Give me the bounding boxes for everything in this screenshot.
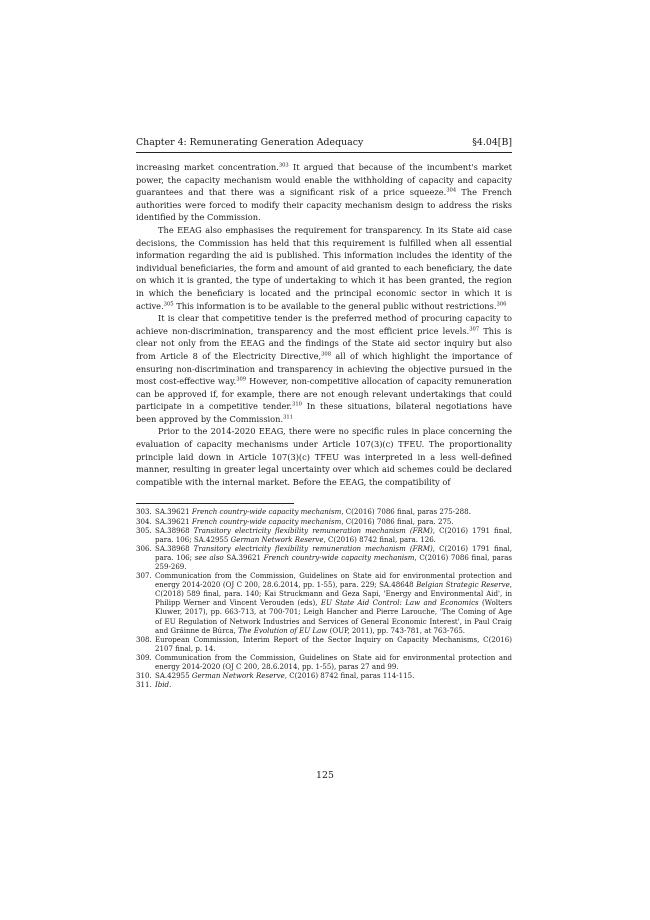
text-run: The EEAG also emphasises the requirement for transparency. In its State aid case decisions, the Commission has held that this requirement is fulfilled when all essential information regarding the aid is published. This information includes the identity of the individual beneficiaries, the form and amount of aid granted to each beneficiary, the date on which it is granted, the type of undertaking to which it has been granted, the region in which the beneficiary is located and the principal economic sector in which it is active. <box>136 224 512 311</box>
page-content <box>136 137 512 689</box>
text-run: , C(2016) 7086 final, paras 275-288. <box>341 507 471 517</box>
page-number: 125 <box>316 770 334 781</box>
footnote-text <box>155 671 512 680</box>
footnote-number: 306. <box>136 543 152 553</box>
text-run: This information is to be available to the general public without restrictions. <box>173 300 497 311</box>
footnote-number: 309. <box>136 652 152 662</box>
italic-text: Transitory electricity flexibility remuneration mechanism (FRM) <box>193 543 433 553</box>
footnote-ref: 311 <box>283 414 293 421</box>
text-run: SA.42955 <box>155 671 192 681</box>
footnote-text <box>155 653 512 671</box>
footnote-text <box>155 635 512 653</box>
footnote-ref: 304 <box>446 187 457 194</box>
paragraph <box>136 312 512 425</box>
text-run: It argued that because of the incumbent's market power, the capacity mechanism would enable the withholding of capacity and capacity guarantees and that there was a significant risk of a price squeeze. <box>136 162 512 198</box>
footnote-text <box>155 571 512 635</box>
text-run: increasing market concentration. <box>136 162 279 172</box>
text-run: Prior to the 2014-2020 EEAG, there were no specific rules in place concerning the evaluation of capacity mechanisms under Article 107(3)(c) TFEU. The proportionality principle laid down in Article 107(3)(c) TFEU was interpreted in a less well-defined manner, resulting in greater legal uncertainty over which aid schemes could be declared compatible with the internal market. Before the EEAG, the compatibility of <box>136 426 512 487</box>
italic-text: EU State Aid Control: Law and Economics <box>320 598 479 608</box>
text-run: It is clear that competitive tender is the preferred method of procuring capacity to achieve non-discrimination, transparency and the most efficient price levels. <box>136 313 512 336</box>
italic-text: The Evolution of EU Law <box>238 625 328 635</box>
footnotes <box>136 507 512 689</box>
footnote <box>136 653 512 671</box>
text-run: SA.39621 <box>155 516 192 526</box>
footnote-ref: 305 <box>163 301 174 308</box>
footnote-text <box>155 507 512 516</box>
text-run: , C(2018) 589 final, para. 140; Kai Struckmann and Geza Sapi, 'Energy and Environmental Aid', in Philipp Werner and Vincent Verouden (eds), <box>155 580 512 608</box>
text-run: , C(2016) 8742 final, para. 126. <box>323 534 436 544</box>
footnote <box>136 507 512 516</box>
text-run: , C(2016) 7086 final, para. 275. <box>341 516 454 526</box>
text-run: (Wolters Kluwer, 2017), pp. 663-713, at 700-701; Leigh Hancher and Pierre Larouche, 'The Coming of Age of EU Regulation of Network Industries and Services of General Economic Interest', in Paul Craig and Gráinne de Búrca, <box>155 598 512 635</box>
italic-text: French country-wide capacity mechanism <box>263 552 415 562</box>
footnote-text <box>155 544 512 571</box>
text-run: , C(2016) 1791 final, para. 106; <box>155 543 512 562</box>
footnote-ref: 307 <box>469 326 480 333</box>
footnote <box>136 544 512 571</box>
footnote-ref: 310 <box>292 401 302 408</box>
text-run: European Commission, Interim Report of the Sector Inquiry on Capacity Mechanisms, C(2016) 2107 final, p. 14. <box>155 634 512 653</box>
italic-text: Ibid <box>155 680 170 690</box>
footnote-divider <box>136 503 294 504</box>
text-run: The French authorities were forced to modify their capacity mechanism design to address the risks identified by the Commission. <box>136 187 512 223</box>
text-run: In these situations, bilateral negotiations have been approved by the Commission. <box>136 401 512 424</box>
footnote-number: 308. <box>136 634 152 644</box>
footnote-ref: 309 <box>236 376 247 383</box>
italic-text: German Network Reserve <box>230 534 324 544</box>
footnote <box>136 635 512 653</box>
text-run: SA.39621 <box>223 552 264 562</box>
italic-text: French country-wide capacity mechanism <box>191 516 342 526</box>
text-run: SA.39621 <box>155 507 192 517</box>
footnote <box>136 671 512 680</box>
running-header <box>136 137 512 153</box>
footnote <box>136 571 512 635</box>
footnote-ref: 303 <box>278 162 289 169</box>
body-text <box>136 161 512 488</box>
text-run: , C(2016) 1791 final, para. 106; SA.42955 <box>155 525 512 544</box>
footnote-text <box>155 526 512 544</box>
footnote-number: 304. <box>136 516 152 526</box>
text-run: (OUP, 2011), pp. 743-781, at 763-765. <box>327 625 466 635</box>
paragraph <box>136 161 512 224</box>
italic-text: Belgian Strategic Reserve <box>416 580 510 590</box>
paragraph <box>136 425 512 488</box>
chapter-title: Chapter 4: Remunerating Generation Adequacy <box>136 137 364 148</box>
italic-text: German Network Reserve <box>191 671 285 681</box>
italic-text: see also <box>194 552 224 562</box>
text-run: This is clear not only from the EEAG and the findings of the State aid sector inquiry but also from Article 8 of the Electricity Directive, <box>136 325 512 361</box>
footnote-number: 307. <box>136 571 152 581</box>
footnote <box>136 526 512 544</box>
footnote-text <box>155 517 512 526</box>
footnote <box>136 517 512 526</box>
footnote-number: 303. <box>136 507 152 517</box>
text-run: However, non-competitive allocation of capacity remuneration can be approved if, for example, there are not enough relevant undertakings that could participate in a competitive tender. <box>136 376 513 412</box>
paragraph <box>136 224 512 312</box>
text-run: SA.38968 <box>155 543 194 553</box>
text-run: . <box>169 680 172 690</box>
text-run: , C(2016) 7086 final, paras 259-269. <box>155 552 513 571</box>
text-run: Communication from the Commission, Guidelines on State aid for environmental protection and energy 2014-2020 (OJ C 200, 28.6.2014, pp. 1-55), para. 229; SA.48648 <box>155 571 512 590</box>
section-number: §4.04[B] <box>472 137 512 148</box>
footnote-number: 310. <box>136 671 152 681</box>
text-run: SA.38968 <box>155 525 194 535</box>
text-run: all of which highlight the importance of ensuring non-discrimination and transparency in achieving the objective pursued in the most cost-effective way. <box>136 350 512 387</box>
text-run: , C(2016) 8742 final, paras 114-115. <box>284 671 415 681</box>
italic-text: Transitory electricity flexibility remuneration mechanism (FRM) <box>193 525 433 535</box>
text-run: Communication from the Commission, Guidelines on State aid for environmental protection and energy 2014-2020 (OJ C 200, 28.6.2014, pp. 1-55), paras 27 and 99. <box>155 652 512 672</box>
footnote-text <box>155 680 512 689</box>
italic-text: French country-wide capacity mechanism <box>191 507 342 517</box>
footnote <box>136 680 512 689</box>
footnote-ref: 308 <box>321 351 332 358</box>
footnote-number: 305. <box>136 525 152 535</box>
footnote-number: 311. <box>136 680 152 690</box>
footnote-ref: 306 <box>496 301 507 308</box>
